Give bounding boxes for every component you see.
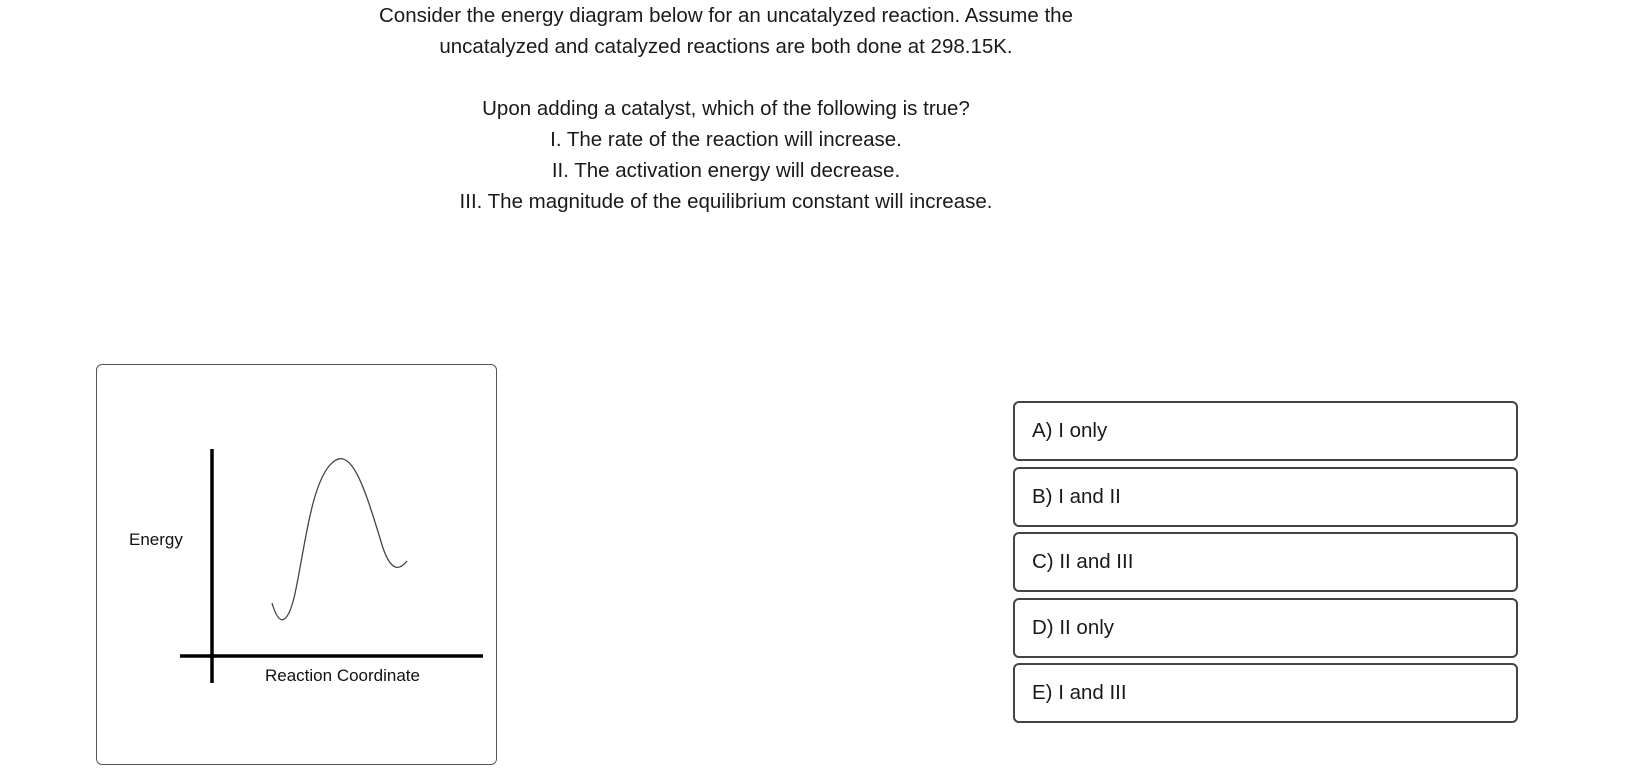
question-text <box>326 0 1126 217</box>
statement-1: I. The rate of the reaction will increase. <box>550 128 902 151</box>
energy-diagram <box>96 364 497 765</box>
question-intro-line-2: uncatalyzed and catalyzed reactions are both done at 298.15K. <box>439 35 1013 58</box>
energy-diagram-svg <box>97 365 498 766</box>
question-intro-line-1: Consider the energy diagram below for an uncatalyzed reaction. Assume the <box>379 4 1073 27</box>
question-prompt: Upon adding a catalyst, which of the following is true? <box>482 97 970 120</box>
choice-b-button[interactable]: B) I and II <box>1013 467 1518 527</box>
choice-a-button[interactable]: A) I only <box>1013 401 1518 461</box>
y-axis-label: Energy <box>129 530 183 549</box>
statement-3: III. The magnitude of the equilibrium constant will increase. <box>459 190 993 213</box>
energy-curve <box>272 459 407 620</box>
choice-e-button[interactable]: E) I and III <box>1013 663 1518 723</box>
choice-d-button[interactable]: D) II only <box>1013 598 1518 658</box>
answer-choices <box>1013 401 1518 729</box>
choice-c-button[interactable]: C) II and III <box>1013 532 1518 592</box>
statement-2: II. The activation energy will decrease. <box>551 159 901 182</box>
x-axis-label: Reaction Coordinate <box>265 666 420 685</box>
